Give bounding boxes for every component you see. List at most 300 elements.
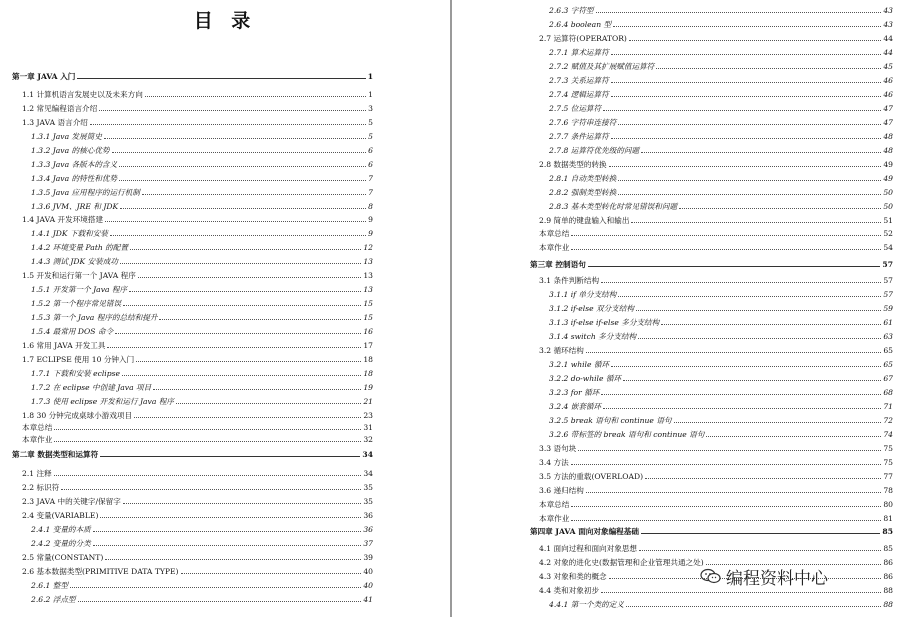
toc-dot-leader (706, 436, 881, 437)
toc-dot-leader (618, 180, 881, 181)
toc-dot-leader (93, 531, 362, 532)
toc-entry-title: 1.4.3 测试 JDK 安装成功 (31, 257, 118, 266)
toc-entry-title: 1.5.1 开发第一个 Java 程序 (31, 285, 128, 294)
toc-dot-leader (61, 489, 361, 490)
toc-page-number: 32 (363, 435, 373, 444)
toc-entry-title: 2.5 常量(CONSTANT) (22, 553, 104, 562)
toc-entry-title: 1.3.3 Java 各版本的含义 (31, 160, 118, 169)
toc-entry-title: 4.4 类和对象初步 (539, 586, 600, 595)
toc-entry-title: 1.4 JAVA 开发环境搭建 (22, 215, 104, 224)
toc-dot-leader (618, 124, 881, 125)
toc-page-number: 21 (363, 397, 373, 406)
toc-entry-title: 2.8.1 自动类型转换 (549, 174, 617, 183)
toc-page-number: 36 (363, 525, 373, 534)
toc-page-number: 59 (883, 304, 893, 313)
toc-entry-title: 1.3.6 JVM、JRE 和 JDK (31, 202, 119, 211)
toc-dot-leader (93, 545, 362, 546)
toc-dot-leader (112, 152, 367, 153)
toc-page-number: 85 (882, 527, 893, 536)
toc-section-entry (539, 272, 893, 285)
toc-page-number: 44 (883, 48, 893, 57)
toc-page-number: 68 (883, 388, 893, 397)
toc-page-number: 57 (883, 276, 893, 285)
toc-entry-title: 1.3 JAVA 语言介绍 (22, 118, 88, 127)
toc-chapter-entry (12, 68, 373, 81)
toc-subsection-entry (31, 281, 373, 294)
toc-page-number: 19 (363, 383, 373, 392)
toc-page-number: 46 (883, 90, 893, 99)
toc-page-number: 44 (883, 34, 893, 43)
toc-subsection-entry (549, 314, 893, 327)
toc-section-entry (22, 493, 373, 506)
toc-entry-title: 2.6 基本数据类型(PRIMITIVE DATA TYPE) (22, 567, 179, 576)
toc-dot-leader (70, 587, 361, 588)
toc-section-entry (22, 114, 373, 127)
toc-entry-title: 2.7.5 位运算符 (549, 104, 602, 113)
toc-page-number: 5 (368, 118, 373, 127)
toc-page-number: 1 (367, 72, 373, 81)
toc-dot-leader (611, 82, 882, 83)
toc-page-number: 9 (368, 229, 373, 238)
toc-subsection-entry (31, 591, 373, 604)
toc-page-number: 43 (883, 6, 893, 15)
toc-entry-title: 2.7.3 关系运算符 (549, 76, 609, 85)
toc-subsection-entry (549, 426, 893, 439)
toc-entry-title: 3.4 方法 (539, 458, 569, 467)
toc-entry-title: 本章作业 (22, 435, 53, 444)
toc-page-number: 6 (368, 146, 373, 155)
toc-page-number: 65 (883, 346, 893, 355)
toc-dot-leader (611, 54, 882, 55)
toc-dot-leader (122, 375, 361, 376)
toc-dot-leader (629, 40, 881, 41)
toc-entry-title: 2.7.4 逻辑运算符 (549, 90, 609, 99)
toc-entry-title: 2.7.1 算术运算符 (549, 48, 609, 57)
toc-entry-title: 1.7.1 下载和安装 eclipse (31, 369, 120, 378)
toc-subsection-entry (549, 44, 893, 57)
toc-page-number: 47 (883, 118, 893, 127)
toc-subsection-entry (549, 170, 893, 183)
toc-title: 目 录 (193, 10, 257, 32)
toc-page-number: 74 (883, 430, 893, 439)
toc-entry-title: 3.1.2 if-else 双分支结构 (549, 304, 634, 313)
toc-subsection-entry (549, 286, 893, 299)
toc-dot-leader (120, 208, 366, 209)
toc-entry-title: 3.1.1 if 单分支结构 (549, 290, 617, 299)
toc-subsection-entry (31, 156, 373, 169)
toc-subsection-entry (549, 100, 893, 113)
toc-subsection-entry (549, 2, 893, 15)
toc-subsection-entry (31, 365, 373, 378)
toc-dot-leader (134, 417, 361, 418)
toc-dot-leader (611, 366, 881, 367)
toc-section-entry (22, 549, 373, 562)
toc-dot-leader (136, 361, 361, 362)
toc-dot-leader (571, 249, 881, 250)
toc-page-number: 15 (363, 313, 373, 322)
toc-entry-title: 1.4.2 环境变量 Path 的配置 (31, 243, 128, 252)
toc-page-number: 80 (883, 500, 893, 509)
toc-dot-leader (631, 222, 881, 223)
toc-subsection-entry (549, 184, 893, 197)
toc-dot-leader (571, 506, 881, 507)
toc-entry-title: 第三章 控制语句 (530, 260, 586, 269)
toc-dot-leader (623, 380, 881, 381)
toc-section-entry (539, 440, 893, 453)
toc-page-number: 61 (883, 318, 893, 327)
toc-dot-leader (601, 282, 881, 283)
toc-entry-title: 3.5 方法的重载(OVERLOAD) (539, 472, 644, 481)
toc-subsection-entry (31, 253, 373, 266)
toc-subsection-entry (549, 16, 893, 29)
toc-dot-leader (104, 138, 366, 139)
toc-dot-leader (603, 408, 881, 409)
toc-dot-leader (641, 152, 881, 153)
toc-page-number: 15 (363, 299, 373, 308)
toc-dot-leader (120, 263, 361, 264)
toc-dot-leader (119, 166, 366, 167)
toc-entry-title: 2.7 运算符(OPERATOR) (539, 34, 627, 43)
toc-dot-leader (107, 347, 361, 348)
toc-page-number: 81 (883, 514, 893, 523)
toc-entry-title: 第一章 JAVA 入门 (12, 72, 76, 81)
toc-subsection-entry (31, 521, 373, 534)
toc-page-number: 45 (883, 62, 893, 71)
toc-dot-leader (679, 208, 881, 209)
toc-dot-leader (119, 180, 366, 181)
toc-subsection-entry (31, 170, 373, 183)
toc-entry-title: 4.2 对象的进化史(数据管理和企业管理共通之处) (539, 558, 704, 567)
toc-dot-leader (586, 492, 881, 493)
toc-dot-leader (90, 124, 366, 125)
toc-dot-leader (578, 450, 881, 451)
toc-chapter-entry (530, 523, 893, 536)
toc-page-number: 13 (363, 257, 373, 266)
toc-entry-title: 1.4.1 JDK 下载和安装 (31, 229, 108, 238)
toc-dot-leader (123, 503, 362, 504)
toc-page-number: 78 (883, 486, 893, 495)
watermark-text: 编程资料中心 (726, 568, 828, 589)
toc-page-number: 7 (368, 174, 373, 183)
toc-entry-title: 2.7.6 字符串连接符 (549, 118, 617, 127)
toc-page-number: 37 (363, 539, 373, 548)
toc-entry-title: 2.4.1 变量的本质 (31, 525, 91, 534)
toc-entry-title: 3.3 语句块 (539, 444, 577, 453)
toc-entry-title: 2.1 注释 (22, 469, 52, 478)
toc-subsection-entry (549, 72, 893, 85)
toc-entry-title: 1.5.2 第一个程序常见错误 (31, 299, 122, 308)
toc-dot-leader (100, 517, 361, 518)
toc-subsection-entry (549, 398, 893, 411)
toc-entry-title: 2.8.3 基本类型转化时常见错误和问题 (549, 202, 678, 211)
toc-subsection-entry (31, 239, 373, 252)
toc-subsection-entry (549, 412, 893, 425)
toc-page-number: 52 (883, 229, 893, 238)
toc-page-number: 9 (368, 215, 373, 224)
toc-section-entry (22, 86, 373, 99)
toc-dot-leader (603, 110, 881, 111)
toc-page-number: 17 (363, 341, 373, 350)
toc-entry-title: 2.6.3 字符型 (549, 6, 594, 15)
toc-page-number: 39 (363, 553, 373, 562)
toc-dot-leader (138, 277, 361, 278)
toc-entry-title: 1.7 ECLIPSE 使用 10 分钟入门 (22, 355, 135, 364)
toc-dot-leader (601, 592, 881, 593)
toc-subsection-entry (549, 198, 893, 211)
toc-page-number: 16 (363, 327, 373, 336)
toc-dot-leader (601, 394, 881, 395)
toc-dot-leader (571, 520, 881, 521)
toc-page-number: 48 (883, 132, 893, 141)
toc-dot-leader (571, 464, 882, 465)
toc-entry-title: 1.3.1 Java 发展简史 (31, 132, 102, 141)
toc-entry-title: 3.2.5 break 语句和 continue 语句 (549, 416, 672, 425)
toc-dot-leader (77, 78, 365, 79)
toc-page-number: 13 (363, 285, 373, 294)
toc-section-entry (22, 100, 373, 113)
toc-dot-leader (153, 389, 361, 390)
toc-entry-title: 3.2.4 嵌套循环 (549, 402, 602, 411)
toc-page-number: 46 (883, 76, 893, 85)
toc-page-number: 23 (363, 411, 373, 420)
toc-entry-title: 4.4.1 第一个类的定义 (549, 600, 624, 609)
toc-dot-leader (571, 235, 881, 236)
toc-page-number: 54 (883, 243, 893, 252)
toc-page-left (0, 0, 450, 617)
toc-page-number: 34 (363, 469, 373, 478)
toc-entry-title: 1.5 开发和运行第一个 JAVA 程序 (22, 271, 136, 280)
toc-subsection-entry (31, 128, 373, 141)
toc-dot-leader (626, 606, 881, 607)
toc-subsection-entry (31, 225, 373, 238)
toc-dot-leader (613, 26, 881, 27)
toc-page-number: 63 (883, 332, 893, 341)
toc-entry-title: 1.8 30 分钟完成桌球小游戏项目 (22, 411, 133, 420)
toc-section-entry (22, 211, 373, 224)
toc-section-entry (539, 468, 893, 481)
toc-dot-leader (145, 96, 366, 97)
toc-page-number: 57 (882, 260, 893, 269)
toc-page-number: 35 (363, 497, 373, 506)
toc-entry-title: 本章总结 (539, 229, 570, 238)
toc-page-number: 49 (883, 160, 893, 169)
toc-entry-title: 本章作业 (539, 514, 570, 523)
toc-page-number: 8 (368, 202, 373, 211)
toc-dot-leader (641, 533, 880, 534)
toc-dot-leader (618, 194, 881, 195)
toc-subsection-entry (31, 379, 373, 392)
watermark (700, 563, 828, 589)
toc-subsection-entry (31, 323, 373, 336)
toc-page-number: 72 (883, 416, 893, 425)
toc-entry-title: 2.6.4 boolean 型 (549, 20, 612, 29)
toc-page-number: 18 (363, 369, 373, 378)
toc-dot-leader (110, 235, 366, 236)
toc-page-number: 49 (883, 174, 893, 183)
toc-entry-title: 3.6 递归结构 (539, 486, 584, 495)
toc-entry-title: 4.1 面向过程和面向对象思想 (539, 544, 638, 553)
toc-entry-title: 第四章 JAVA 面向对象编程基础 (530, 527, 639, 536)
toc-page-number: 86 (883, 558, 893, 567)
toc-entry-title: 本章总结 (539, 500, 570, 509)
toc-entry-title: 2.6.1 整型 (31, 581, 68, 590)
toc-dot-leader (611, 138, 882, 139)
toc-section-entry (539, 482, 893, 495)
toc-page-number: 48 (883, 146, 893, 155)
toc-entry-title: 1.7.3 使用 eclipse 开发和运行 Java 程序 (31, 397, 174, 406)
toc-dot-leader (129, 291, 361, 292)
toc-subsection-entry (549, 300, 893, 313)
wechat-icon (700, 568, 722, 584)
toc-page-number: 86 (883, 572, 893, 581)
toc-entry-title: 1.2 常见编程语言介绍 (22, 104, 98, 113)
toc-subsection-entry (549, 142, 893, 155)
toc-page-number: 5 (368, 132, 373, 141)
toc-entry-title: 3.1 条件判断结构 (539, 276, 600, 285)
toc-subsection-entry (549, 328, 893, 341)
toc-dot-leader (176, 403, 361, 404)
toc-section-entry (22, 337, 373, 350)
toc-dot-leader (54, 475, 362, 476)
toc-entry-title: 2.2 标识符 (22, 483, 60, 492)
toc-dot-leader (639, 550, 881, 551)
toc-entry-title: 2.7.7 条件运算符 (549, 132, 609, 141)
toc-section-entry (22, 507, 373, 520)
toc-subsection-entry (31, 393, 373, 406)
toc-page-number: 57 (883, 290, 893, 299)
toc-entry-title: 2.7.8 运算符优先级的问题 (549, 146, 640, 155)
toc-subsection-entry (549, 370, 893, 383)
toc-dot-leader (123, 305, 361, 306)
toc-chapter-entry (530, 256, 893, 269)
toc-chapter-entry (12, 446, 373, 459)
toc-dot-leader (142, 194, 366, 195)
toc-page-number: 12 (363, 243, 373, 252)
toc-dot-leader (54, 429, 361, 430)
toc-entry-title: 本章总结 (22, 423, 53, 432)
toc-page-number: 31 (363, 423, 373, 432)
toc-dot-leader (78, 601, 362, 602)
toc-dot-leader (54, 441, 361, 442)
toc-page-number: 77 (883, 472, 893, 481)
toc-page-right (452, 0, 901, 617)
toc-section-entry (539, 212, 893, 225)
toc-page-number: 35 (363, 483, 373, 492)
toc-subsection-entry (31, 309, 373, 322)
toc-dot-leader (115, 333, 361, 334)
toc-entry-title: 3.2.3 for 循环 (549, 388, 600, 397)
toc-entry-title: 第二章 数据类型和运算符 (12, 450, 99, 459)
toc-section-entry (22, 267, 373, 280)
toc-dot-leader (636, 310, 881, 311)
toc-page-number: 50 (883, 202, 893, 211)
toc-page-number: 85 (883, 544, 893, 553)
toc-page-number: 40 (363, 567, 373, 576)
toc-subsection-entry (549, 596, 893, 609)
toc-section-entry (539, 540, 893, 553)
toc-subsection-entry (549, 86, 893, 99)
toc-page-number: 41 (363, 595, 373, 604)
toc-page-number: 75 (883, 458, 893, 467)
toc-page-number: 34 (362, 450, 373, 459)
toc-section-entry (22, 479, 373, 492)
toc-entry-title: 1.3.5 Java 应用程序的运行机制 (31, 188, 140, 197)
toc-entry-title: 3.1.4 switch 多分支结构 (549, 332, 637, 341)
toc-entry-title: 1.5.3 第一个 Java 程序的总结和提升 (31, 313, 158, 322)
toc-page-number: 40 (363, 581, 373, 590)
toc-page-number: 7 (368, 188, 373, 197)
toc-page-number: 88 (883, 586, 893, 595)
toc-entry-title: 2.8 数据类型的转换 (539, 160, 607, 169)
toc-page-number: 6 (368, 160, 373, 169)
toc-dot-leader (618, 296, 881, 297)
toc-section-entry (539, 496, 893, 509)
toc-page-number: 47 (883, 104, 893, 113)
toc-dot-leader (586, 352, 881, 353)
toc-entry-title: 4.3 对象和类的概念 (539, 572, 607, 581)
toc-dot-leader (105, 559, 361, 560)
toc-entry-title: 本章作业 (539, 243, 570, 252)
toc-section-entry (22, 351, 373, 364)
toc-subsection-entry (31, 295, 373, 308)
toc-page-number: 51 (883, 216, 893, 225)
toc-entry-title: 3.2 循环结构 (539, 346, 584, 355)
toc-entry-title: 3.2.6 带标签的 break 语句和 continue 语句 (549, 430, 705, 439)
toc-entry-title: 2.8.2 强制类型转换 (549, 188, 617, 197)
toc-entry-title: 3.2.2 do-while 循环 (549, 374, 622, 383)
toc-page-number: 43 (883, 20, 893, 29)
toc-section-entry (539, 156, 893, 169)
toc-section-entry (539, 510, 893, 523)
toc-section-entry (539, 30, 893, 43)
toc-page-number: 88 (883, 600, 893, 609)
toc-subsection-entry (31, 577, 373, 590)
toc-entry-title: 2.6.2 浮点型 (31, 595, 76, 604)
toc-entry-title: 1.3.2 Java 的核心优势 (31, 146, 110, 155)
toc-section-entry (539, 225, 893, 238)
toc-subsection-entry (549, 58, 893, 71)
toc-section-entry (22, 563, 373, 576)
toc-entry-title: 1.5.4 最常用 DOS 命令 (31, 327, 114, 336)
toc-page-number: 50 (883, 188, 893, 197)
toc-dot-leader (611, 96, 882, 97)
toc-dot-leader (674, 422, 882, 423)
toc-page-number: 1 (368, 90, 373, 99)
toc-dot-leader (105, 221, 366, 222)
toc-page-number: 65 (883, 360, 893, 369)
toc-entry-title: 1.3.4 Java 的特性和优势 (31, 174, 118, 183)
toc-entry-title: 2.7.2 赋值及其扩展赋值运算符 (549, 62, 655, 71)
toc-dot-leader (130, 249, 361, 250)
toc-page-number: 67 (883, 374, 893, 383)
toc-entry-title: 2.4 变量(VARIABLE) (22, 511, 99, 520)
toc-dot-leader (661, 324, 881, 325)
toc-dot-leader (596, 12, 882, 13)
toc-subsection-entry (549, 114, 893, 127)
toc-entry-title: 2.9 简单的键盘输入和输出 (539, 216, 630, 225)
toc-section-entry (539, 239, 893, 252)
toc-page-number: 36 (363, 511, 373, 520)
toc-entry-title: 3.2.1 while 循环 (549, 360, 610, 369)
toc-entry-title: 2.3 JAVA 中的关键字/保留字 (22, 497, 121, 506)
toc-dot-leader (645, 478, 881, 479)
toc-dot-leader (588, 266, 881, 267)
toc-dot-leader (181, 573, 362, 574)
toc-section-entry (22, 431, 373, 444)
toc-subsection-entry (31, 184, 373, 197)
toc-section-entry (539, 342, 893, 355)
toc-dot-leader (609, 166, 882, 167)
